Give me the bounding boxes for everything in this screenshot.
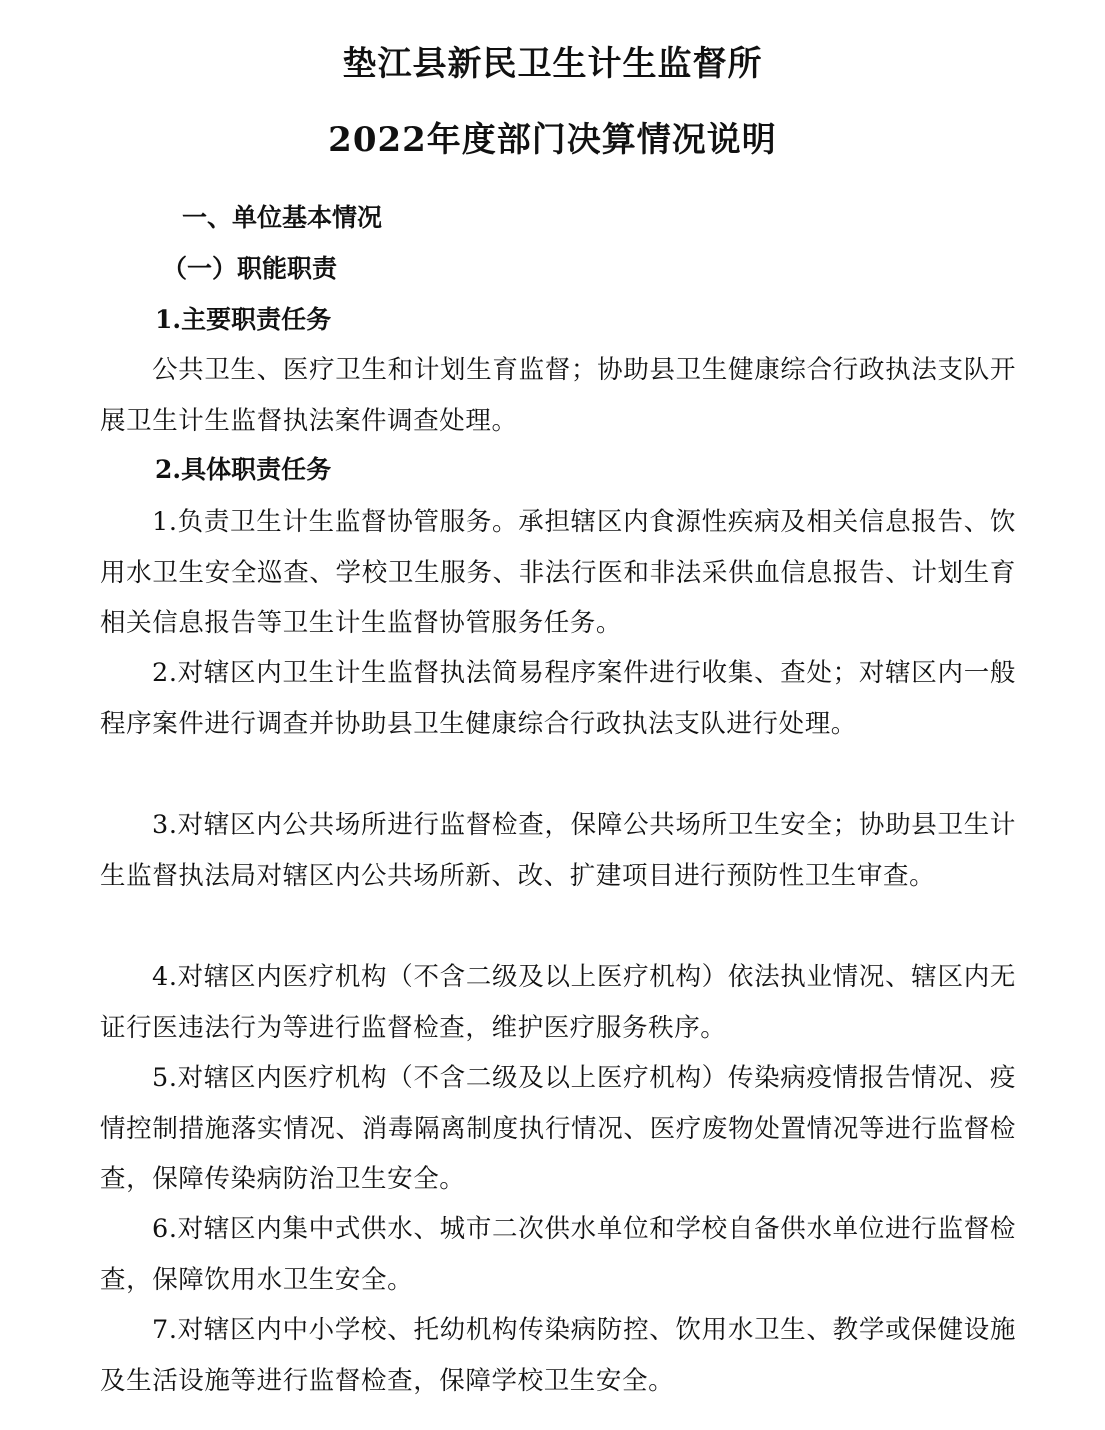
paragraph-duty-1: 1.负责卫生计生监督协管服务。承担辖区内食源性疾病及相关信息报告、饮用水卫生安全巡查、学校卫生服务、非法行医和非法采供血信息报告、计划生育相关信息报告等卫生计生监督协管服务任务。 bbox=[100, 507, 1016, 638]
paragraph-duty-4: 4.对辖区内医疗机构（不含二级及以上医疗机构）依法执业情况、辖区内无证行医违法行为等进行监督检查，维护医疗服务秩序。 bbox=[100, 962, 1016, 1043]
paragraph-duty-3: 3.对辖区内公共场所进行监督检查，保障公共场所卫生安全；协助县卫生计生监督执法局对辖区内公共场所新、改、扩建项目进行预防性卫生审查。 bbox=[100, 810, 1016, 891]
section-heading-basic-info: 一、单位基本情况 bbox=[182, 203, 383, 232]
subsection-heading-functions: （一）职能职责 bbox=[162, 254, 338, 283]
item-heading-main-duties: 1.主要职责任务 bbox=[155, 305, 332, 334]
document-title-line1: 垫江县新民卫生计生监督所 bbox=[342, 44, 763, 84]
paragraph-duty-7: 7.对辖区内中小学校、托幼机构传染病防控、饮用水卫生、教学或保健设施及生活设施等进行监督检查，保障学校卫生安全。 bbox=[100, 1315, 1016, 1396]
paragraph-duty-2: 2.对辖区内卫生计生监督执法简易程序案件进行收集、查处；对辖区内一般程序案件进行调查并协助县卫生健康综合行政执法支队进行处理。 bbox=[100, 658, 1016, 739]
paragraph-main-duties: 公共卫生、医疗卫生和计划生育监督；协助县卫生健康综合行政执法支队开展卫生计生监督执法案件调查处理。 bbox=[100, 355, 1016, 436]
paragraph-duty-5: 5.对辖区内医疗机构（不含二级及以上医疗机构）传染病疫情报告情况、疫情控制措施落实情况、消毒隔离制度执行情况、医疗废物处置情况等进行监督检查，保障传染病防治卫生安全。 bbox=[100, 1063, 1016, 1194]
item-heading-specific-duties: 2.具体职责任务 bbox=[155, 455, 332, 484]
document-title-line2: 2022年度部门决算情况说明 bbox=[328, 120, 777, 160]
paragraph-duty-6: 6.对辖区内集中式供水、城市二次供水单位和学校自备供水单位进行监督检查，保障饮用水卫生安全。 bbox=[100, 1214, 1016, 1295]
